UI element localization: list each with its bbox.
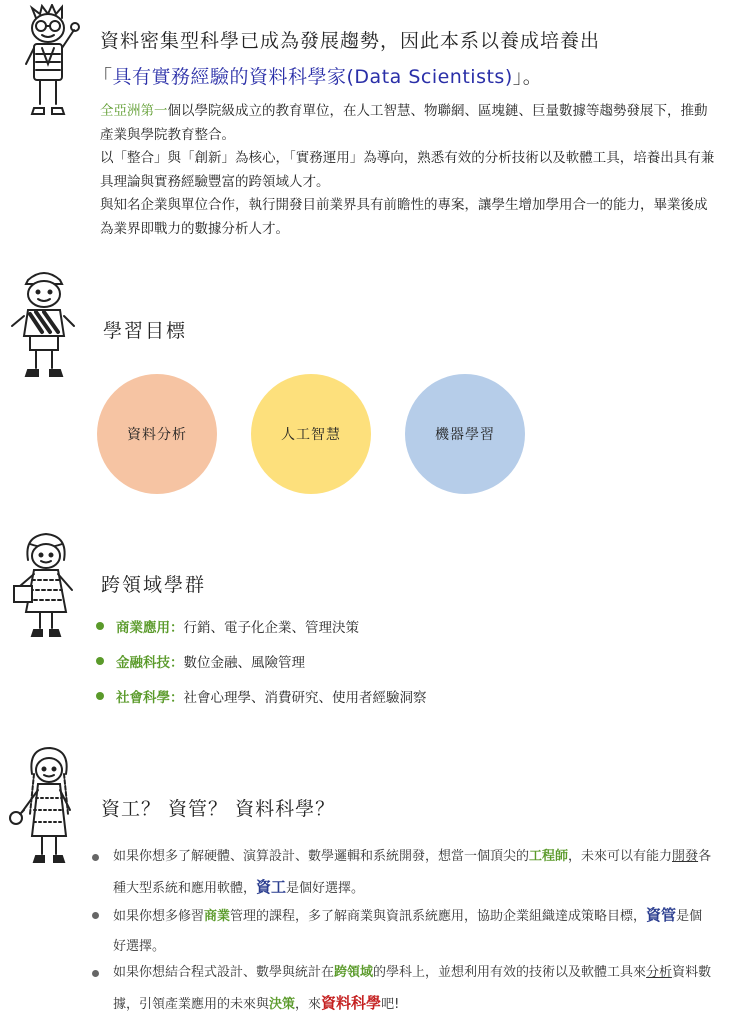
intro-paragraph-1 (100, 100, 720, 147)
bracket-close: 」。 (512, 66, 543, 88)
bullet-dot (92, 912, 99, 919)
question-text (113, 958, 712, 1020)
goal-circle-data-analysis (97, 374, 217, 494)
cross-domain-label: 金融科技： (116, 655, 184, 671)
bullet-dot (92, 970, 99, 977)
intro-paragraph-2: 以「整合」與「創新」為核心，「實務運用」為導向，熟悉有效的分析技術以及軟體工具，培養出具有兼具理論與實務經驗豐富的跨領域人才。 (100, 150, 715, 190)
intro-heading-line1: 資料密集型科學已成為發展趨勢，因此本系以養成培養出 (100, 30, 601, 52)
bullet-dot (96, 657, 104, 665)
questions-title: 資工？ 資管？ 資料科學？ (101, 798, 336, 820)
cross-domain-text: 行銷、電子化企業、管理決策 (183, 620, 359, 636)
goal-label: 機器學習 (435, 427, 495, 443)
text-segment: 如果你想多了解硬體、演算設計、數學邏輯和系統開發，想當一個頂尖的 (113, 849, 530, 864)
cross-domain-highlight: 跨領域 (334, 965, 374, 980)
cs-highlight: 資工 (256, 878, 287, 896)
intro-paragraph-3: 與知名企業與單位合作，執行開發目前業界具有前瞻性的專案，讓學生增加學用合一的能力，畢業後成為業界即戰力的數據分析人才。 (100, 197, 708, 237)
bullet-dot (96, 692, 104, 700)
girl-with-bag-illustration (10, 530, 82, 640)
text-segment: 如果你想結合程式設計、數學與統計在 (113, 965, 335, 980)
develop-underline: 開發 (672, 849, 699, 864)
text-segment: 的學科上，並想利用有效的技術以及軟體工具來 (373, 965, 647, 980)
text-segment: ，未來可以有能力 (568, 849, 673, 864)
text-segment: 各種大型系統和應用軟體， (113, 849, 712, 896)
kid-with-cap-illustration (8, 266, 80, 381)
business-highlight: 商業 (204, 909, 231, 924)
text-segment: 管理的課程，多了解商業與資訊系統應用，協助企業組織達成策略目標， (230, 909, 647, 924)
goal-label: 資料分析 (127, 427, 187, 443)
goal-circle-ai (251, 374, 371, 494)
cross-domain-item-social-science (96, 686, 427, 706)
bullet-dot (92, 854, 99, 861)
cross-domain-text: 數位金融、風險管理 (183, 655, 305, 671)
bullet-dot (96, 622, 104, 630)
cross-domain-title: 跨領域學群 (101, 574, 207, 596)
bracket-open: 「 (93, 66, 113, 88)
decision-highlight: 決策 (269, 997, 296, 1012)
goal-label: 人工智慧 (281, 427, 341, 443)
cross-domain-text: 社會心理學、消費研究、使用者經驗洞察 (183, 690, 427, 706)
cross-domain-item-business (96, 616, 359, 636)
data-scientists-highlight: 具有實務經驗的資料科學家(Data Scientists) (112, 66, 513, 88)
analyze-underline: 分析 (646, 965, 673, 980)
question-item-im (92, 900, 712, 962)
first-in-asia-highlight: 全亞洲第一 (100, 103, 168, 119)
cross-domain-label: 社會科學： (116, 690, 184, 706)
cross-domain-item-fintech (96, 651, 305, 671)
text-segment: 是個好選擇。 (113, 909, 703, 954)
text-segment: 吧! (381, 997, 400, 1012)
intro-paragraph-1-text: 個以學院級成立的教育單位，在人工智慧、物聯網、區塊鏈、巨量數據等趨勢發展下，推動產業與學院教育整合。 (100, 103, 708, 143)
intro-paragraphs (100, 100, 720, 241)
learning-goals-title: 學習目標 (103, 320, 188, 342)
text-segment: 是個好選擇。 (286, 881, 365, 896)
goal-circle-machine-learning (405, 374, 525, 494)
text-segment: 如果你想多修習 (113, 909, 205, 924)
text-segment: ，來 (295, 997, 322, 1012)
text-segment: 資料數據，引領產業應用的未來與 (113, 965, 712, 1012)
boy-with-glasses-illustration (18, 4, 88, 122)
question-text (113, 900, 712, 962)
question-text (113, 842, 712, 904)
intro-heading-line2 (93, 62, 542, 89)
question-item-data-science (92, 958, 712, 1020)
im-highlight: 資管 (646, 906, 677, 924)
data-science-highlight: 資料科學 (321, 994, 382, 1012)
question-item-cs (92, 842, 712, 904)
cross-domain-label: 商業應用： (116, 620, 184, 636)
girl-with-magnifier-illustration (4, 744, 84, 868)
engineer-highlight: 工程師 (529, 849, 569, 864)
